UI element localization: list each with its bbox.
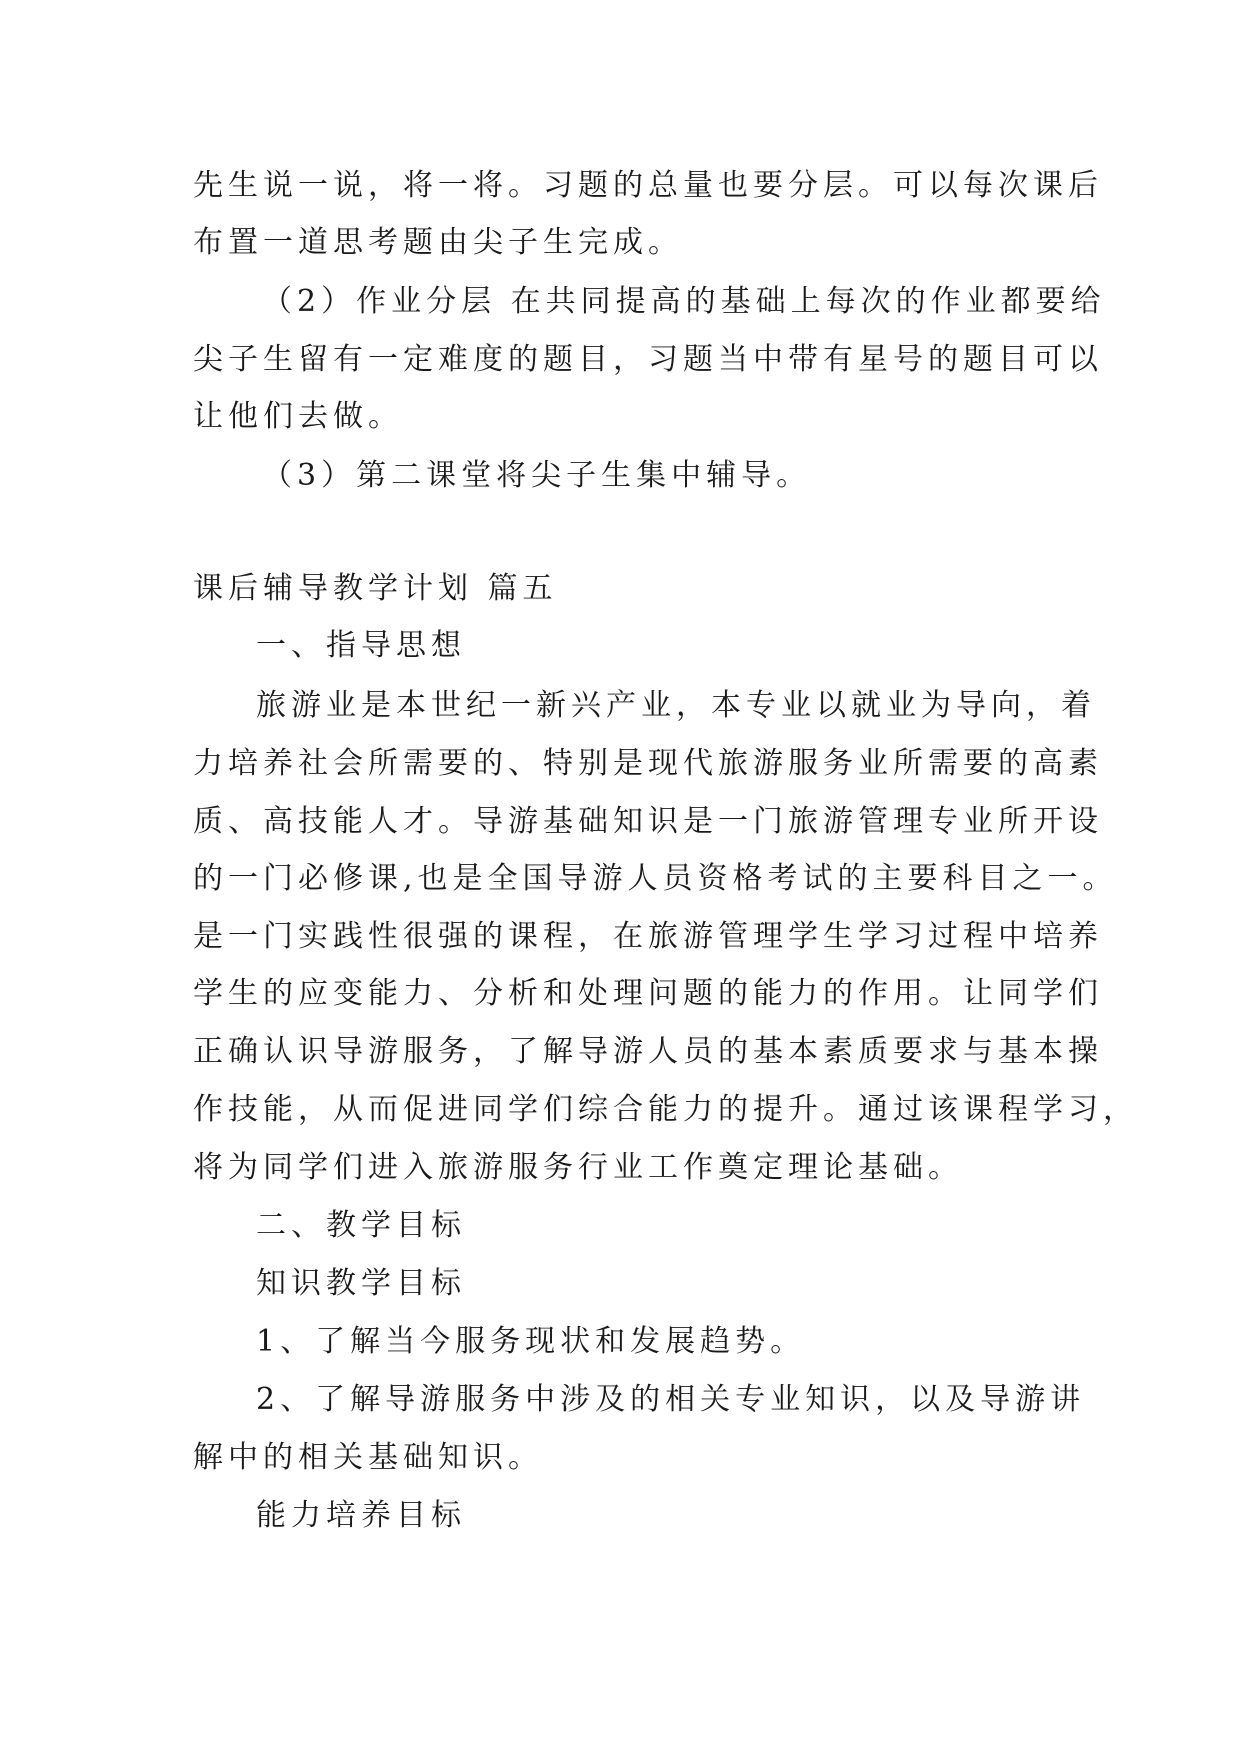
paragraph-line: 力培养社会所需要的、特别是现代旅游服务业所需要的高素	[193, 746, 1103, 781]
subsection-heading: 知识教学目标	[256, 1266, 466, 1301]
paragraph-line: 尖子生留有一定难度的题目，习题当中带有星号的题目可以	[193, 342, 1103, 377]
paragraph-line: 先生说一说，将一将。习题的总量也要分层。可以每次课后	[193, 168, 1103, 203]
paragraph-line: 质、高技能人才。导游基础知识是一门旅游管理专业所开设	[193, 804, 1103, 839]
subsection-heading: 能力培养目标	[256, 1498, 466, 1533]
subsection-heading: 二、教学目标	[256, 1208, 466, 1243]
list-item: 解中的相关基础知识。	[193, 1440, 543, 1475]
paragraph-line: 布置一道思考题由尖子生完成。	[193, 225, 683, 260]
paragraph-line: （2）作业分层 在共同提高的基础上每次的作业都要给	[262, 284, 1106, 319]
paragraph-line: 作技能，从而促进同学们综合能力的提升。通过该课程学习，	[193, 1092, 1138, 1127]
paragraph-line: （3）第二课堂将尖子生集中辅导。	[262, 458, 812, 493]
paragraph-line: 让他们去做。	[193, 399, 403, 434]
paragraph-line: 的一门必修课,也是全国导游人员资格考试的主要科目之一。	[193, 861, 1118, 896]
list-item: 2、了解导游服务中涉及的相关专业知识，以及导游讲	[256, 1382, 1086, 1417]
paragraph-line: 学生的应变能力、分析和处理问题的能力的作用。让同学们	[193, 976, 1103, 1011]
paragraph-line: 将为同学们进入旅游服务行业工作奠定理论基础。	[193, 1150, 963, 1185]
section-heading: 课后辅导教学计划 篇五	[193, 571, 558, 606]
paragraph-line: 旅游业是本世纪一新兴产业，本专业以就业为导向，着	[256, 688, 1096, 723]
paragraph-line: 正确认识导游服务，了解导游人员的基本素质要求与基本操	[193, 1034, 1103, 1069]
subsection-heading: 一、指导思想	[256, 628, 466, 663]
list-item: 1、了解当今服务现状和发展趋势。	[256, 1324, 806, 1359]
paragraph-line: 是一门实践性很强的课程，在旅游管理学生学习过程中培养	[193, 919, 1103, 954]
